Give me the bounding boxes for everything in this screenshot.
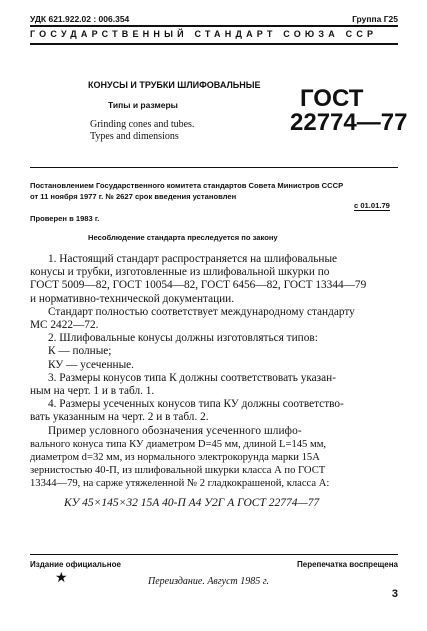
group-code: Группа Г25: [352, 14, 398, 24]
decree-line1: Постановлением Государственного комитета стандартов Совета Министров СССР: [30, 181, 344, 190]
checked-note: Проверен в 1983 г.: [30, 214, 100, 223]
title-ru: КОНУСЫ И ТРУБКИ ШЛИФОВАЛЬНЫЕ: [88, 80, 261, 90]
banner-rule: [30, 43, 398, 45]
title-rule: [30, 167, 398, 168]
top-rule: [30, 25, 398, 27]
text-line: и нормативно-технической документации.: [30, 292, 235, 305]
text-line: 1. Настоящий стандарт распространяется на шлифовальные: [48, 253, 338, 265]
decree-line2: от 11 ноября 1977 г. № 2627 срок введения установлен: [30, 192, 237, 201]
text-line: 3. Размеры конусов типа К должны соответствовать указан-: [48, 371, 336, 384]
text-line: вать указанным на черт. 2 и в табл. 2.: [30, 411, 209, 424]
text-line: диаметром d=32 мм, из нормального электрокорунда марки 15А: [30, 452, 320, 464]
text-line: КУ — усеченные.: [48, 358, 135, 371]
text-line: ГОСТ 5009—82, ГОСТ 10054—82, ГОСТ 6456—82, ГОСТ 13344—79: [30, 279, 367, 292]
footer-rule: [30, 554, 398, 555]
udk-code: УДК 621.922.02 : 006.354: [30, 14, 130, 24]
text-line: 13344—79, на саржe утяжеленной № 2 гладкокрашеной, класса А:: [30, 478, 330, 490]
subtitle-ru: Типы и размеры: [108, 100, 178, 110]
text-line: конусы и трубки, изготовленные из шлифовальной шкурки по: [30, 266, 330, 279]
title-en-line1: Grinding cones and tubes.: [90, 119, 195, 130]
gost-label: ГОСТ: [300, 85, 364, 112]
reprint-prohibited: Перепечатка воспрещена: [297, 560, 398, 569]
star-icon: ★: [55, 571, 68, 586]
text-line: К — полные;: [48, 345, 112, 358]
text-line: вального конуса типа КУ диаметром D=45 мм, длиной L=145 мм,: [30, 438, 327, 450]
text-line: 4. Размеры усеченных конусов типа КУ должны соответство-: [48, 398, 344, 411]
paragraph-1: [30, 253, 400, 491]
official-edition: Издание официальное: [30, 560, 121, 569]
example-designation: КУ 45×145×32 15А 40-П А4 У2Г А ГОСТ 22774—77: [64, 497, 320, 509]
text-line: Стандарт полностью соответствует международному стандарту: [48, 305, 355, 318]
text-line: Пример условного обозначения усеченного шлифо-: [48, 424, 302, 437]
banner: ГОСУДАРСТВЕННЫЙ СТАНДАРТ СОЮЗА ССР: [30, 29, 378, 39]
title-en-line2: Types and dimensions: [90, 131, 179, 142]
warning-note: Несоблюдение стандарта преследуется по закону: [88, 233, 278, 242]
text-line: зернистостью 40-П, из шлифовальной шкурки класса А по ГОСТ: [30, 465, 326, 477]
effective-date: с 01.01.79: [354, 201, 390, 210]
text-line: 2. Шлифовальные конусы должны изготовляться типов:: [48, 332, 318, 345]
text-line: МС 2422—72.: [30, 319, 99, 332]
reissue-note: Переиздание. Август 1985 г.: [148, 576, 270, 587]
page-number: 3: [391, 588, 398, 600]
text-line: ным на черт. 1 и в табл. 1.: [30, 385, 155, 398]
gost-number: 22774—77: [290, 109, 408, 136]
